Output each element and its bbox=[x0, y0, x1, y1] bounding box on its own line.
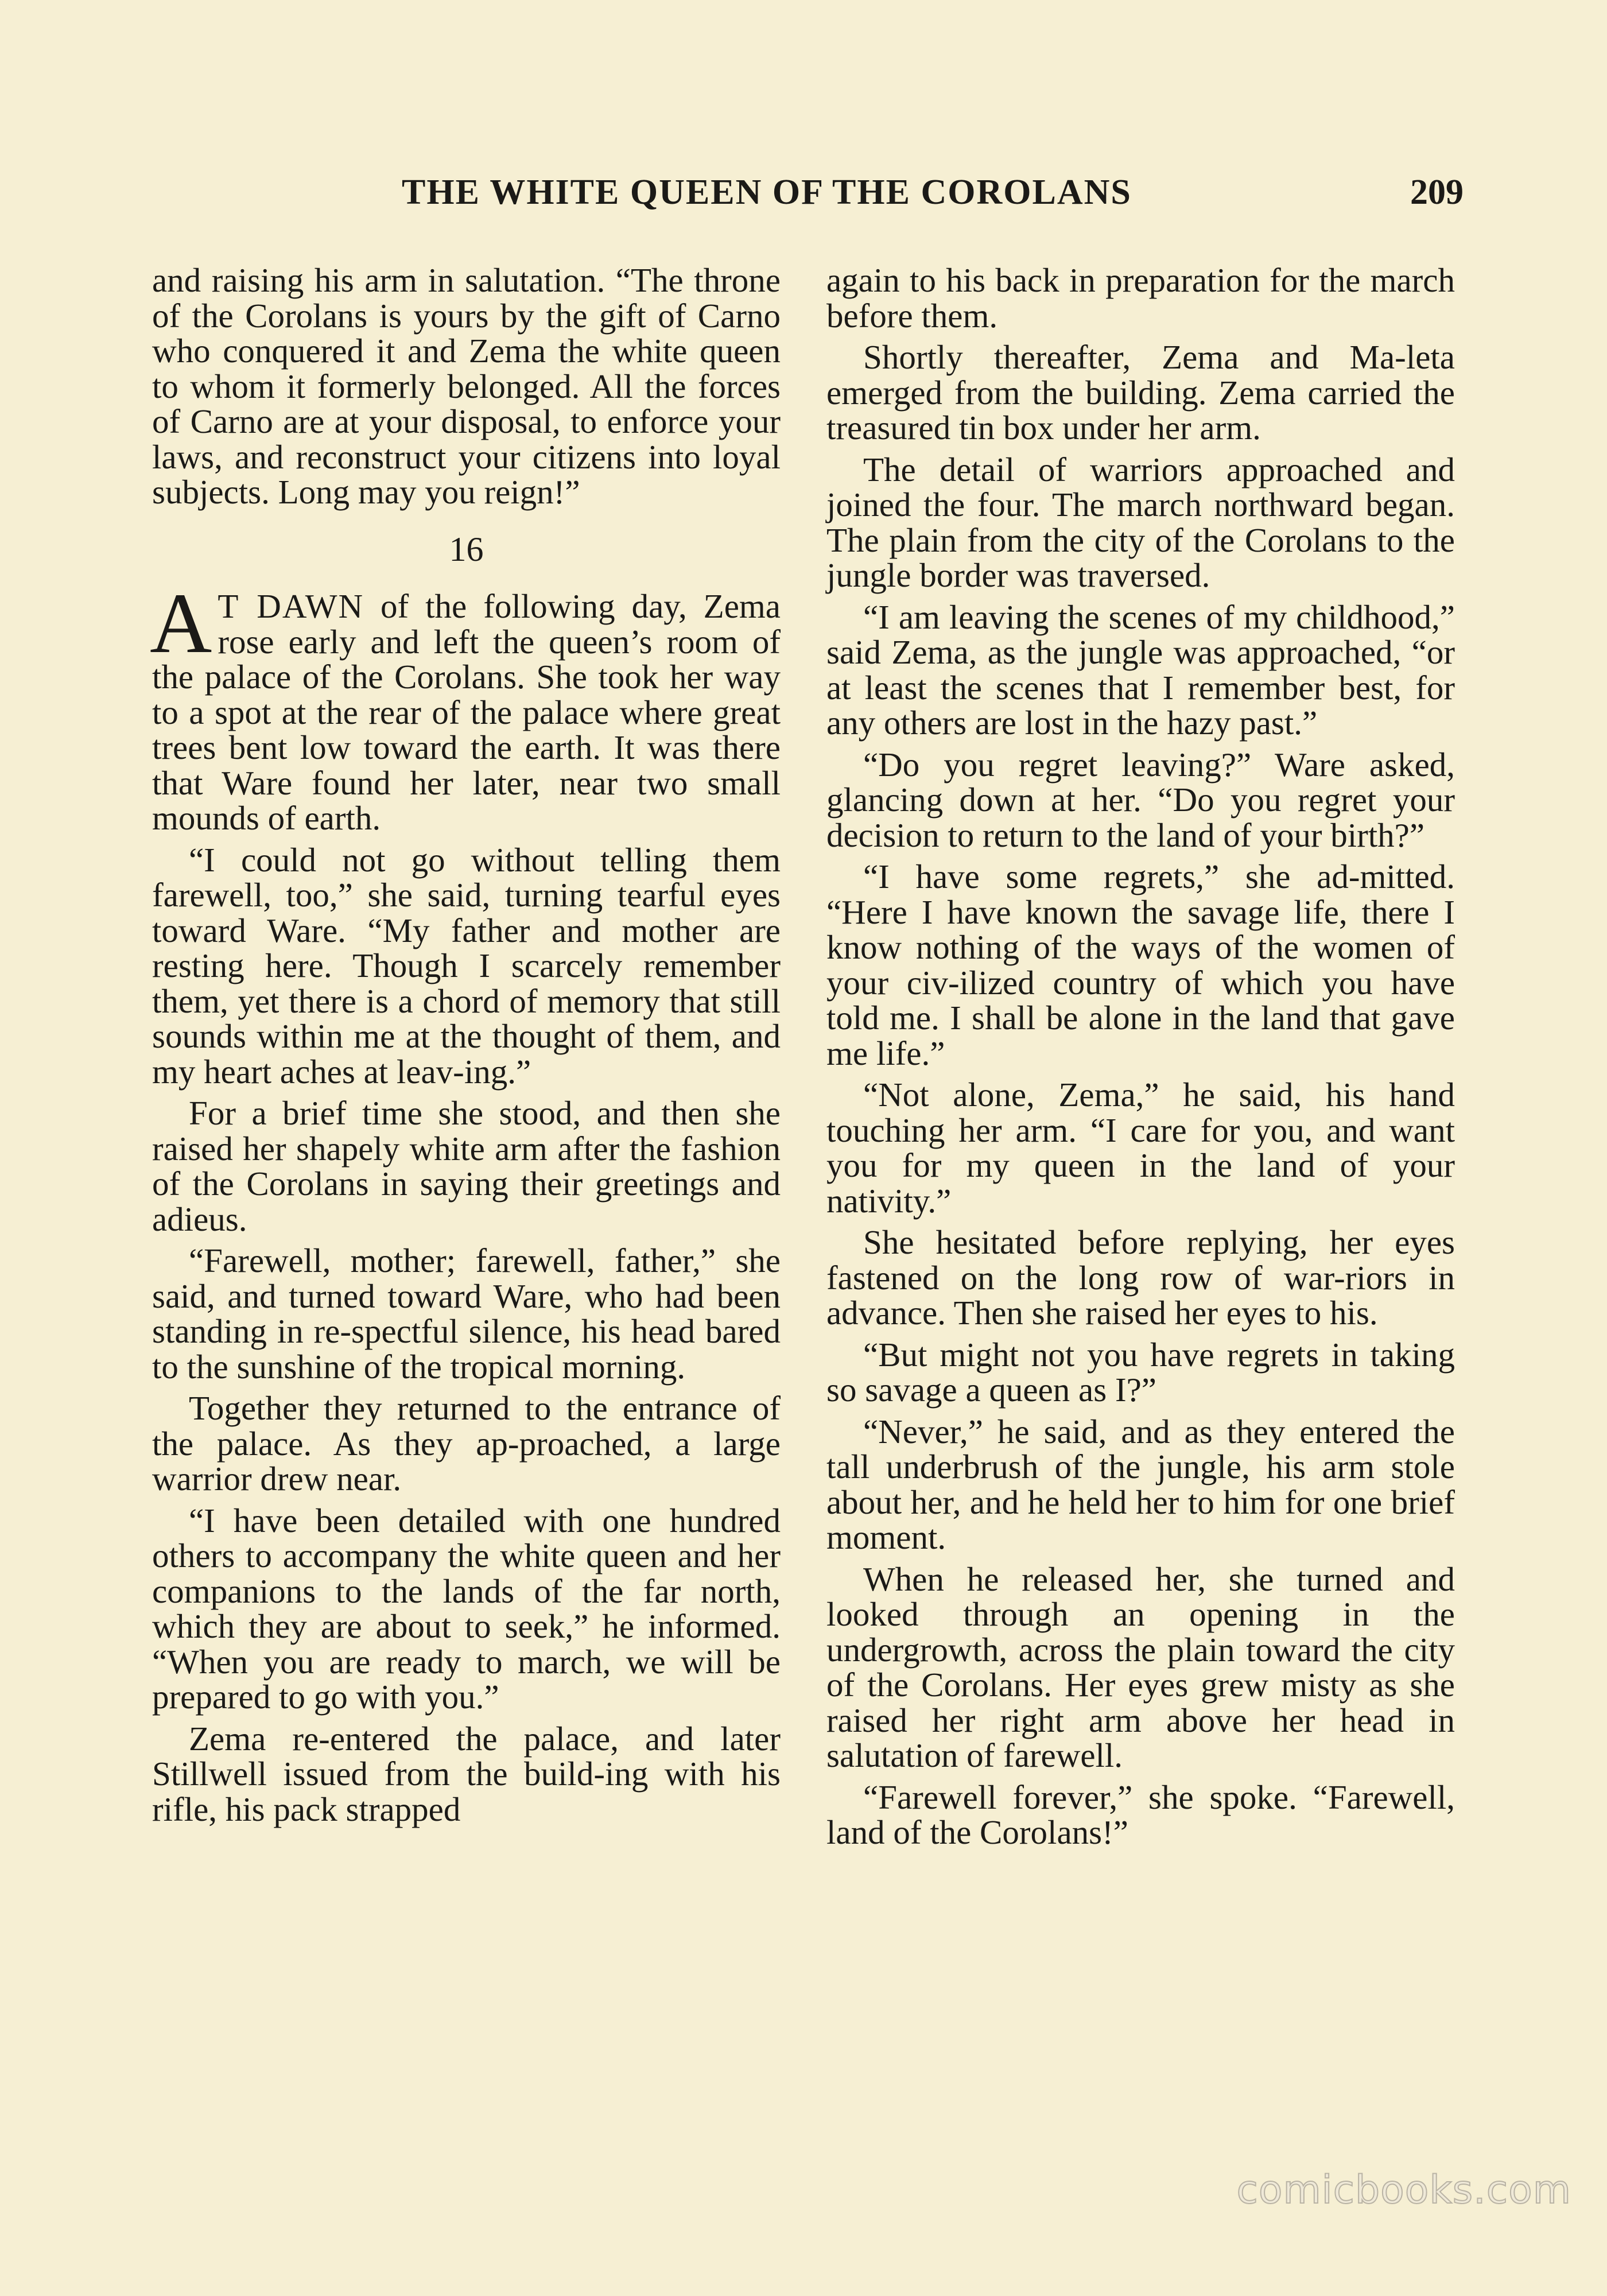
paragraph: “I have some regrets,” she ad-mitted. “Here I have known the savage life, there I know nothing of the ways of the women of your civ-ilized country of which you have told me. I shall be alone in the land that gave me life.” bbox=[826, 858, 1455, 1072]
paragraph: She hesitated before replying, her eyes fastened on the long row of war-riors in advance. Then she raised her eyes to his. bbox=[826, 1223, 1455, 1332]
paragraph: “But might not you have regrets in taking so savage a queen as I?” bbox=[826, 1335, 1455, 1409]
paragraph: “I could not go without telling them farewell, too,” she said, turning tearful eyes toward Ware. “My father and mother are resting here. Though I scarcely remember them, yet there is a chord of memory that still sounds within me at the thought of them, and my heart aches at leav-ing.” bbox=[152, 840, 781, 1091]
paragraph: and raising his arm in salutation. “The throne of the Corolans is yours by the gift of Carno who conquered it and Zema the white queen to whom it formerly belonged. All the forces of Carno are at your disposal, to enforce your laws, and reconstruct your citizens into loyal subjects. Long may you reign!” bbox=[152, 261, 781, 511]
watermark: comicbooks.com bbox=[1236, 2167, 1571, 2213]
paragraph: again to his back in preparation for the march before them. bbox=[826, 261, 1455, 335]
left-column bbox=[152, 263, 781, 1833]
paragraph: “Not alone, Zema,” he said, his hand touching her arm. “I care for you, and want you for my queen in the land of your nativity.” bbox=[826, 1076, 1455, 1220]
paragraph: For a brief time she stood, and then she raised her shapely white arm after the fashion of the Corolans in saying their greetings and adieus. bbox=[152, 1094, 781, 1238]
paragraph: “Never,” he said, and as they entered the tall underbrush of the jungle, his arm stole about her, and he held her to him for one brief moment. bbox=[826, 1412, 1455, 1556]
paragraph: “I have been detailed with one hundred others to accompany the white queen and her companions to the lands of the far north, which they are about to seek,” he informed. “When you are ready to march, we will be prepared to go with you.” bbox=[152, 1501, 781, 1716]
paragraph: Zema re-entered the palace, and later Stillwell issued from the build-ing with his rifle, his pack strapped bbox=[152, 1719, 781, 1828]
drop-cap: A bbox=[150, 576, 212, 671]
running-title: THE WHITE QUEEN OF THE COROLANS bbox=[402, 173, 1132, 212]
section-number: 16 bbox=[449, 530, 484, 568]
paragraph: “Farewell, mother; farewell, father,” she said, and turned toward Ware, who had been standing in re-spectful silence, his head bared to the sunshine of the tropical morning. bbox=[152, 1242, 781, 1386]
paragraph: The detail of warriors approached and joined the four. The march northward began. The plain from the city of the Corolans to the jungle border was traversed. bbox=[826, 450, 1455, 594]
paragraph-text: of the following day, Zema rose early and left the queen’s room of the palace of the Corolans. She took her way to a spot at the rear of the palace where great trees bent low toward the earth. It was there that Ware found her later, near two small mounds of earth. bbox=[152, 587, 781, 837]
paragraph: “I am leaving the scenes of my childhood,” said Zema, as the jungle was approached, “or at least the scenes that I remember best, for any others are lost in the hazy past.” bbox=[826, 598, 1455, 742]
paragraph: Shortly thereafter, Zema and Ma-leta emerged from the building. Zema carried the treasured tin box under her arm. bbox=[826, 338, 1455, 447]
paragraph: When he released her, she turned and looked through an opening in the undergrowth, across the plain toward the city of the Corolans. Her eyes grew misty as she raised her right arm above her head in salutation of farewell. bbox=[826, 1560, 1455, 1774]
paragraph: Together they returned to the entrance of the palace. As they ap-proached, a large warrior drew near. bbox=[152, 1389, 781, 1498]
paragraph: “Do you regret leaving?” Ware asked, glancing down at her. “Do you regret your decision to return to the land of your birth?” bbox=[826, 745, 1455, 854]
page-number: 209 bbox=[1410, 173, 1464, 212]
page-header bbox=[152, 172, 1464, 224]
right-column bbox=[826, 263, 1455, 1857]
small-caps-lead: T DAWN bbox=[218, 587, 364, 625]
chapter-opening-paragraph bbox=[150, 576, 781, 837]
paragraph: “Farewell forever,” she spoke. “Farewell, land of the Corolans!” bbox=[826, 1778, 1455, 1851]
